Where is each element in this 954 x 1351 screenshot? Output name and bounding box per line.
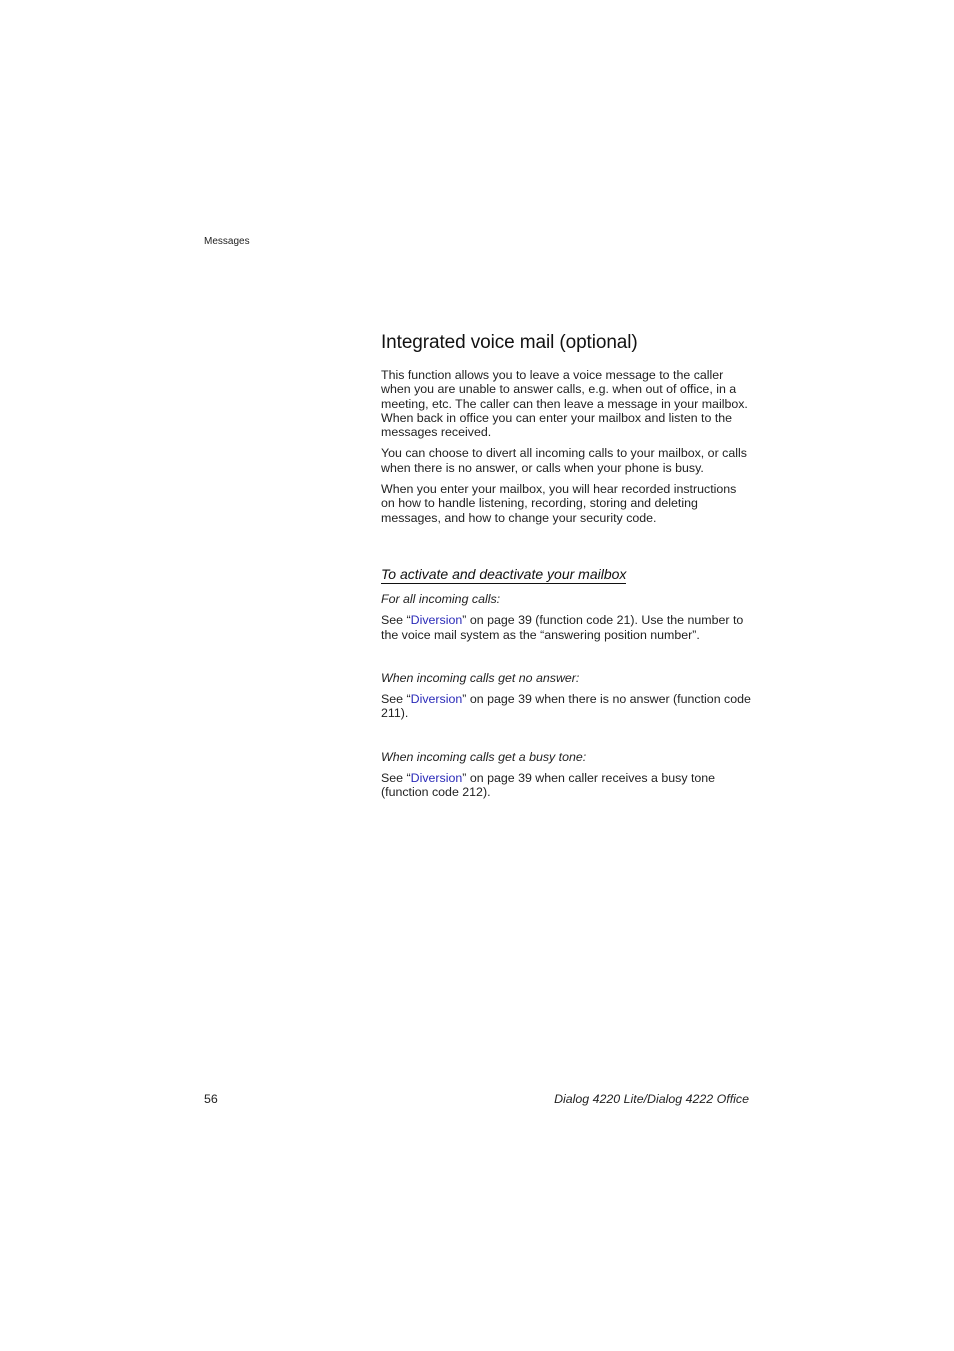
instruction-prefix: See “	[381, 613, 411, 628]
instruction-suffix: ” on page 39 when caller receives a busy tone (function code 212).	[381, 771, 716, 800]
condition-busy: When incoming calls get a busy tone:	[381, 749, 587, 764]
intro-paragraph: This function allows you to leave a voice message to the caller when you are unable to answer calls, e.g. when out of office, in a meeting, etc. The caller can then leave a message in your mailbox. When back in office you can enter your mailbox and listen to the messages received.	[381, 368, 748, 440]
instruction-suffix: ” on page 39 when there is no answer (function code 211).	[381, 692, 751, 721]
section-title: Integrated voice mail (optional)	[381, 332, 638, 353]
procedure-title: To activate and deactivate your mailbox	[381, 565, 627, 582]
main-content	[381, 332, 753, 807]
instruction-no-answer	[381, 692, 753, 721]
condition-no-answer: When incoming calls get no answer:	[381, 670, 580, 685]
divert-paragraph: You can choose to divert all incoming calls to your mailbox, or calls when there is no answer, or calls when your phone is busy.	[381, 446, 747, 475]
condition-all-calls: For all incoming calls:	[381, 591, 501, 606]
footer-product-title: Dialog 4220 Lite/Dialog 4222 Office	[554, 1092, 749, 1106]
page-number: 56	[204, 1092, 218, 1106]
running-header: Messages	[204, 236, 250, 247]
mailbox-paragraph: When you enter your mailbox, you will hear recorded instructions on how to handle listening, recording, storing and deleting messages, and how to change your security code.	[381, 482, 737, 525]
instruction-prefix: See “	[381, 771, 411, 786]
diversion-link[interactable]: Diversion	[410, 771, 463, 786]
instruction-prefix: See “	[381, 692, 411, 707]
diversion-link[interactable]: Diversion	[410, 692, 463, 707]
diversion-link[interactable]: Diversion	[410, 613, 463, 628]
instruction-all-calls	[381, 613, 753, 642]
instruction-busy	[381, 771, 753, 800]
instruction-suffix: ” on page 39 (function code 21). Use the number to the voice mail system as the “answering position number”.	[381, 613, 744, 642]
